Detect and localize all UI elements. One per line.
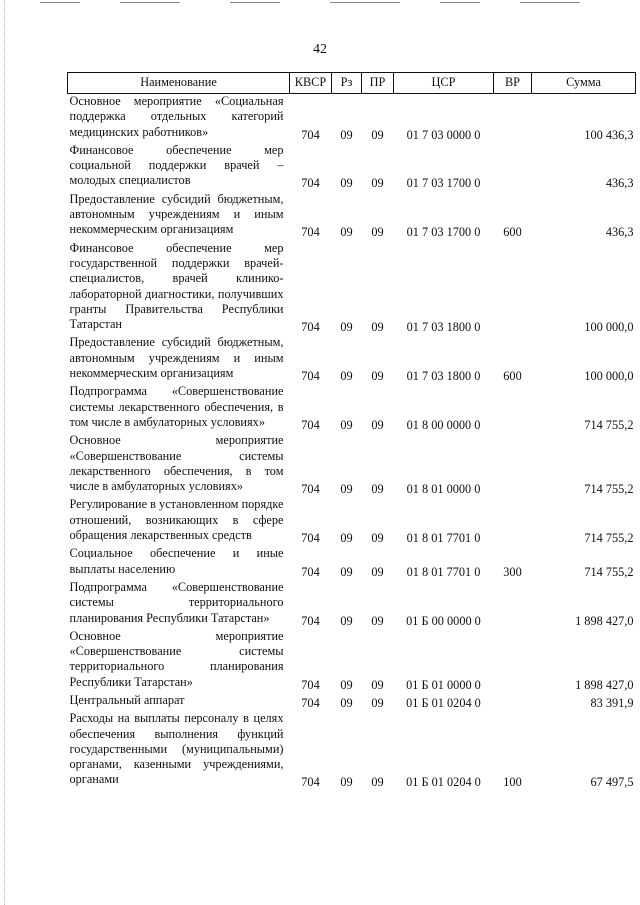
row-vr: 100 (503, 775, 522, 790)
row-name: Основное мероприятие «Социальная поддержка отдельных категорий медицинских работников» (69, 94, 284, 139)
row-sum: 1 898 427,0 (575, 677, 634, 692)
row-vr (494, 497, 532, 546)
row-name: Подпрограмма «Совершенствование системы лекарственного обеспечения, в том числе в амбулаторных условиях» (69, 384, 284, 429)
row-sum: 714 755,2 (584, 531, 634, 546)
table-row (68, 711, 636, 790)
table-row (68, 335, 636, 384)
row-rz: 09 (340, 775, 353, 790)
row-pr: 09 (371, 176, 384, 191)
budget-table (67, 72, 636, 791)
column-header: Наименование (68, 73, 290, 94)
row-csr: 01 8 01 7701 0 (406, 564, 481, 579)
table-row (68, 497, 636, 546)
row-pr: 09 (371, 417, 384, 432)
row-rz: 09 (340, 613, 353, 628)
row-vr (494, 384, 532, 433)
row-csr: 01 7 03 1700 0 (406, 176, 481, 191)
row-vr (494, 433, 532, 497)
row-sum: 100 436,3 (584, 127, 634, 142)
column-header: ЦСР (394, 73, 494, 94)
row-pr: 09 (371, 677, 384, 692)
row-kvsr: 704 (301, 320, 320, 335)
row-csr: 01 7 03 0000 0 (406, 127, 481, 142)
row-csr: 01 7 03 1800 0 (406, 320, 481, 335)
row-kvsr: 704 (301, 775, 320, 790)
row-name: Расходы на выплаты персоналу в целях обеспечения выполнения функций государственными (муниципальными) органами, казенными учреждениями, органами (69, 711, 284, 787)
row-sum: 714 755,2 (584, 564, 634, 579)
row-csr: 01 8 00 0000 0 (406, 417, 481, 432)
row-name: Регулирование в установленном порядке отношений, возникающих в сфере обращения лекарственных средств (69, 497, 284, 543)
row-pr: 09 (371, 127, 384, 142)
row-name: Основное мероприятие «Совершенствование системы лекарственного обеспечения, в том числе в амбулаторных условиях» (69, 433, 284, 494)
row-sum: 436,3 (605, 225, 634, 240)
table-header-row (68, 73, 636, 94)
scan-edge-left (4, 0, 5, 905)
row-sum: 714 755,2 (584, 482, 634, 497)
row-rz: 09 (340, 531, 353, 546)
row-vr (494, 580, 532, 629)
table-row (68, 433, 636, 497)
column-header: ПР (362, 73, 394, 94)
table-row (68, 693, 636, 711)
row-rz: 09 (340, 695, 353, 710)
row-vr: 300 (503, 564, 522, 579)
row-rz: 09 (340, 482, 353, 497)
row-kvsr: 704 (301, 369, 320, 384)
row-vr: 600 (503, 225, 522, 240)
row-csr: 01 8 01 7701 0 (406, 531, 481, 546)
row-pr: 09 (371, 225, 384, 240)
row-kvsr: 704 (301, 677, 320, 692)
table-row (68, 94, 636, 143)
table-row (68, 241, 636, 336)
row-vr (494, 143, 532, 192)
row-rz: 09 (340, 677, 353, 692)
row-sum: 67 497,5 (590, 775, 634, 790)
row-name: Подпрограмма «Совершенствование системы территориального планирования Республики Татарстан» (69, 579, 284, 625)
row-name: Предоставление субсидий бюджетным, автономным учреждениям и иным некоммерческим организациям (69, 335, 284, 381)
column-header: КВСР (290, 73, 332, 94)
row-sum: 436,3 (605, 176, 634, 191)
row-csr: 01 Б 01 0204 0 (406, 695, 481, 710)
row-vr (494, 94, 532, 143)
table-row (68, 546, 636, 580)
row-vr (494, 693, 532, 711)
row-kvsr: 704 (301, 531, 320, 546)
row-rz: 09 (340, 225, 353, 240)
row-rz: 09 (340, 417, 353, 432)
row-pr: 09 (371, 320, 384, 335)
row-rz: 09 (340, 127, 353, 142)
table-row (68, 143, 636, 192)
row-csr: 01 8 01 0000 0 (406, 482, 481, 497)
row-vr (494, 629, 532, 693)
row-name: Социальное обеспечение и иные выплаты населению (69, 546, 284, 576)
row-kvsr: 704 (301, 176, 320, 191)
table-body (68, 94, 636, 791)
row-sum: 100 000,0 (584, 320, 634, 335)
row-sum: 1 898 427,0 (575, 613, 634, 628)
row-sum: 83 391,9 (590, 695, 634, 710)
row-csr: 01 Б 01 0204 0 (406, 775, 481, 790)
column-header: Сумма (532, 73, 636, 94)
row-csr: 01 7 03 1800 0 (406, 369, 481, 384)
row-csr: 01 Б 00 0000 0 (406, 613, 481, 628)
row-pr: 09 (371, 564, 384, 579)
row-kvsr: 704 (301, 482, 320, 497)
table-row (68, 629, 636, 693)
row-csr: 01 Б 01 0000 0 (406, 677, 481, 692)
row-kvsr: 704 (301, 127, 320, 142)
row-kvsr: 704 (301, 695, 320, 710)
row-pr: 09 (371, 482, 384, 497)
table-row (68, 384, 636, 433)
row-kvsr: 704 (301, 564, 320, 579)
row-pr: 09 (371, 613, 384, 628)
row-name: Основное мероприятие «Совершенствование системы территориального планирования Республики Татарстан» (69, 628, 284, 689)
row-rz: 09 (340, 320, 353, 335)
row-name: Предоставление субсидий бюджетным, автономным учреждениям и иным некоммерческим организациям (69, 191, 284, 237)
row-pr: 09 (371, 531, 384, 546)
row-sum: 714 755,2 (584, 417, 634, 432)
table-row (68, 580, 636, 629)
row-csr: 01 7 03 1700 0 (406, 225, 481, 240)
row-pr: 09 (371, 695, 384, 710)
row-vr (494, 241, 532, 336)
row-sum: 100 000,0 (584, 369, 634, 384)
scan-edge-top (0, 0, 640, 6)
row-kvsr: 704 (301, 225, 320, 240)
row-pr: 09 (371, 369, 384, 384)
row-kvsr: 704 (301, 417, 320, 432)
row-rz: 09 (340, 564, 353, 579)
row-vr: 600 (503, 369, 522, 384)
row-rz: 09 (340, 369, 353, 384)
row-pr: 09 (371, 775, 384, 790)
row-rz: 09 (340, 176, 353, 191)
row-name: Финансовое обеспечение мер государственной поддержки врачей-специалистов, врачей клинико-лабораторной диагностики, получивших гранты Правительства Республики Татарстан (69, 240, 284, 332)
page-number: 42 (313, 42, 327, 57)
row-name: Центральный аппарат (69, 692, 185, 707)
column-header: ВР (494, 73, 532, 94)
row-kvsr: 704 (301, 613, 320, 628)
row-name: Финансовое обеспечение мер социальной поддержки врачей – молодых специалистов (69, 142, 284, 188)
column-header: Рз (332, 73, 362, 94)
table-row (68, 192, 636, 241)
